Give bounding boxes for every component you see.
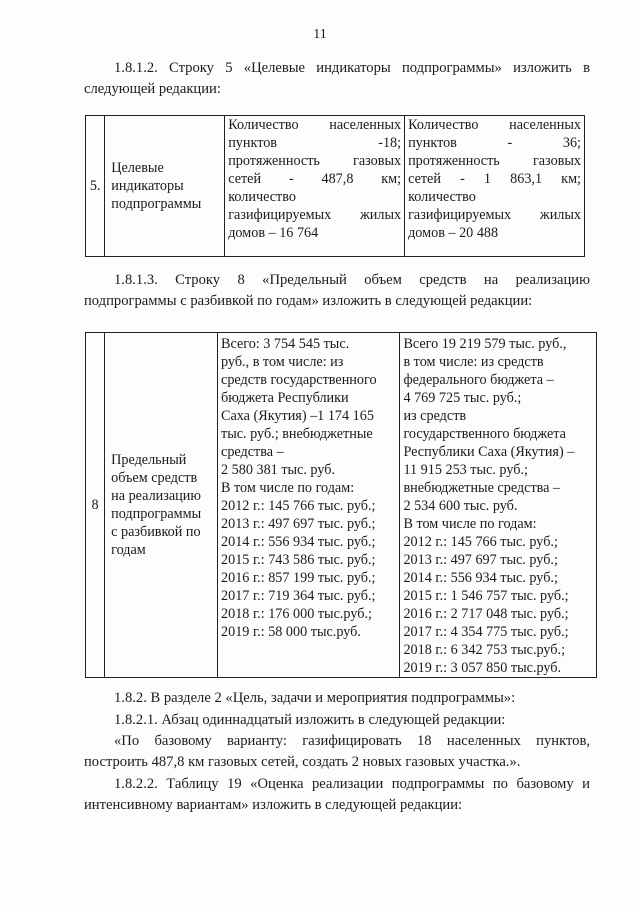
cell-line: 2017 г.: 4 354 775 тыс. руб.; — [403, 624, 569, 640]
cell-line: пунктов -18; — [228, 135, 402, 151]
page-number: 11 — [313, 27, 327, 42]
cell-line: подпрограммы — [111, 196, 202, 212]
paragraph-line: 1.8.1.3. Строку 8 «Предельный объем средств на реализацию — [114, 272, 590, 288]
cell-line: 2012 г.: 145 766 тыс. руб.; — [221, 498, 376, 514]
cell-line: в том числе: из средств — [403, 354, 544, 370]
paragraph-line: 1.8.2.2. Таблицу 19 «Оценка реализации подпрограммы по базовому и — [114, 776, 590, 792]
old-value-cell — [218, 333, 400, 678]
cell-line: 2018 г.: 6 342 753 тыс.руб.; — [403, 642, 566, 658]
paragraph-1-8-2 — [84, 688, 590, 709]
table-row — [86, 116, 585, 257]
cell-line: 2015 г.: 1 546 757 тыс. руб.; — [403, 588, 569, 604]
paragraph-quote — [84, 731, 590, 773]
cell-line: бюджета Республики — [221, 390, 349, 406]
cell-line: В том числе по годам: — [221, 480, 355, 496]
cell-line: тыс. руб.; внебюджетные — [221, 426, 373, 442]
cell-line: годам — [111, 542, 146, 558]
row-number: 8 — [86, 333, 105, 678]
cell-line: 11 915 253 тыс. руб.; — [403, 462, 528, 478]
cell-line: газифицируемых жилых — [408, 207, 581, 223]
cell-line: руб., в том числе: из — [221, 354, 344, 370]
paragraph-line: построить 487,8 км газовых сетей, создать 2 новых газовых участка.». — [84, 754, 521, 770]
cell-line: протяженность газовых — [408, 153, 581, 169]
cell-line: 2015 г.: 743 586 тыс. руб.; — [221, 552, 376, 568]
cell-line: подпрограммы — [111, 506, 202, 522]
cell-line: Целевые — [111, 160, 164, 176]
new-value-cell — [405, 116, 585, 257]
cell-line: государственного бюджета — [403, 426, 566, 442]
cell-line: на реализацию — [111, 488, 201, 504]
old-value-cell — [225, 116, 405, 257]
cell-line: 2 580 381 тыс. руб. — [221, 462, 336, 478]
paragraph-1-8-2-2 — [84, 774, 590, 816]
cell-line: количество — [408, 189, 476, 205]
cell-line: 2014 г.: 556 934 тыс. руб.; — [403, 570, 558, 586]
cell-line: В том числе по годам: — [403, 516, 537, 532]
paragraph-1-8-2-1 — [84, 710, 590, 731]
cell-line: протяженность газовых — [228, 153, 402, 169]
cell-line: из средств — [403, 408, 467, 424]
cell-line: с разбивкой по — [111, 524, 201, 540]
cell-line: 4 769 725 тыс. руб.; — [403, 390, 522, 406]
paragraph-line: «По базовому варианту: газифицировать 18 населенных пунктов, — [114, 733, 590, 749]
cell-line: Всего 19 219 579 тыс. руб., — [403, 336, 567, 352]
funding-table — [85, 332, 597, 678]
new-value-cell — [400, 333, 597, 678]
row-name-cell — [105, 116, 225, 257]
paragraph-line: следующей редакции: — [84, 81, 221, 97]
cell-line: средств государственного — [221, 372, 377, 388]
cell-line: газифицируемых жилых — [228, 207, 402, 223]
cell-line: внебюджетные средства – — [403, 480, 561, 496]
cell-line: домов – 20 488 — [408, 225, 499, 241]
cell-line: Республики Саха (Якутия) – — [403, 444, 575, 460]
paragraph-line: 1.8.1.2. Строку 5 «Целевые индикаторы подпрограммы» изложить в — [114, 60, 590, 76]
cell-line: 2013 г.: 497 697 тыс. руб.; — [403, 552, 558, 568]
cell-line: объем средств — [111, 470, 198, 486]
row-name-cell — [105, 333, 218, 678]
paragraph-line: интенсивному вариантам» изложить в следующей редакции: — [84, 797, 463, 813]
cell-line: домов – 16 764 — [228, 225, 319, 241]
cell-line: 2019 г.: 58 000 тыс.руб. — [221, 624, 361, 640]
cell-line: 2016 г.: 857 199 тыс. руб.; — [221, 570, 376, 586]
cell-line: Саха (Якутия) –1 174 165 — [221, 408, 374, 424]
cell-line: 2 534 600 тыс. руб. — [403, 498, 518, 514]
cell-line: Предельный — [111, 452, 187, 468]
cell-line: количество — [228, 189, 296, 205]
row-number: 5. — [86, 116, 105, 257]
cell-line: сетей - 487,8 км; — [228, 171, 402, 187]
cell-line: сетей - 1 863,1 км; — [408, 171, 581, 187]
paragraph-1-8-1-2 — [84, 58, 590, 100]
cell-line: индикаторы — [111, 178, 184, 194]
cell-line: 2016 г.: 2 717 048 тыс. руб.; — [403, 606, 569, 622]
cell-line: федерального бюджета – — [403, 372, 554, 388]
cell-line: 2013 г.: 497 697 тыс. руб.; — [221, 516, 376, 532]
table-row — [86, 333, 597, 678]
cell-line: пунктов - 36; — [408, 135, 581, 151]
cell-line: 2018 г.: 176 000 тыс.руб.; — [221, 606, 372, 622]
cell-line: средства – — [221, 444, 284, 460]
cell-line: Количество населенных — [408, 117, 581, 133]
cell-line: 2017 г.: 719 364 тыс. руб.; — [221, 588, 376, 604]
paragraph-line: 1.8.2.1. Абзац одиннадцатый изложить в следующей редакции: — [114, 712, 506, 728]
paragraph-1-8-1-3 — [84, 270, 590, 312]
cell-line: 2014 г.: 556 934 тыс. руб.; — [221, 534, 376, 550]
paragraph-line: 1.8.2. В разделе 2 «Цель, задачи и мероприятия подпрограммы»: — [114, 690, 516, 706]
cell-line: 2012 г.: 145 766 тыс. руб.; — [403, 534, 558, 550]
cell-line: Всего: 3 754 545 тыс. — [221, 336, 350, 352]
cell-line: 2019 г.: 3 057 850 тыс.руб. — [403, 660, 562, 676]
cell-line: Количество населенных — [228, 117, 402, 133]
indicators-table — [85, 115, 585, 257]
paragraph-line: подпрограммы с разбивкой по годам» изложить в следующей редакции: — [84, 293, 533, 309]
